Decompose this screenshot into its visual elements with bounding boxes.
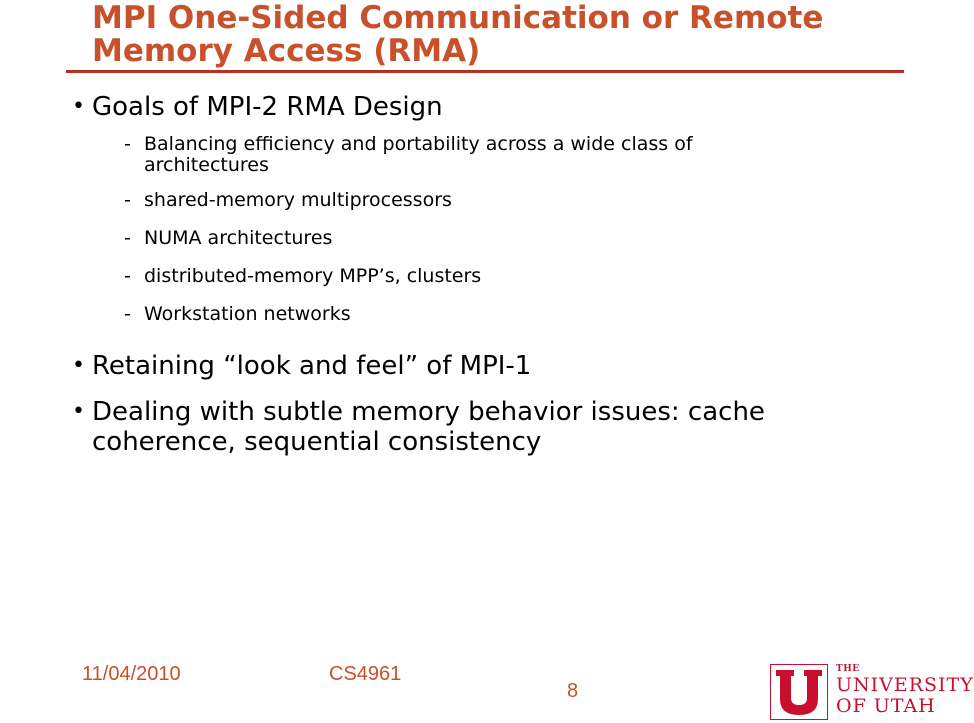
subitem-numa — [124, 228, 932, 249]
subitem-shared-memory-text: shared-memory multiprocessors — [144, 189, 452, 211]
slide-content — [72, 92, 932, 457]
footer-date: 11/04/2010 — [82, 663, 181, 685]
footer-course: CS4961 — [329, 663, 402, 685]
bullet-look-and-feel — [72, 351, 932, 381]
logo-the: THE — [836, 664, 860, 674]
subitem-distributed-text: distributed-memory MPP’s, clusters — [144, 265, 482, 287]
bullet-dot-icon: • — [72, 94, 85, 119]
bullet-dot-icon: • — [72, 399, 85, 424]
slide-title-line-2: Memory Access (RMA) — [92, 33, 481, 69]
bullet-memory-behavior-line-2: coherence, sequential consistency — [92, 427, 542, 457]
bullet-goals-text: Goals of MPI-2 RMA Design — [92, 92, 443, 122]
slide-title — [92, 2, 932, 68]
logo-u-mark-icon — [770, 664, 828, 720]
dash-icon: - — [124, 189, 131, 211]
subitem-numa-text: NUMA architectures — [144, 227, 333, 249]
title-underline — [66, 70, 904, 73]
subitem-shared-memory — [124, 190, 932, 211]
dash-icon: - — [124, 227, 131, 249]
bullet-memory-behavior-line-1: Dealing with subtle memory behavior issues: cache — [92, 397, 765, 427]
logo-university: UNIVERSITY — [836, 674, 974, 696]
subitem-distributed — [124, 266, 932, 287]
subitem-workstation — [124, 304, 932, 325]
dash-icon: - — [124, 133, 131, 155]
logo-of-utah: OF UTAH — [836, 695, 936, 717]
bullet-goals — [72, 92, 932, 122]
subitem-workstation-text: Workstation networks — [144, 303, 351, 325]
bullet-memory-behavior — [72, 397, 932, 457]
university-of-utah-logo — [770, 664, 974, 720]
bullet-look-and-feel-text: Retaining “look and feel” of MPI-1 — [92, 351, 532, 381]
subitem-balancing-line-1: Balancing efficiency and portability across a wide class of — [144, 133, 693, 155]
subitem-balancing — [124, 134, 932, 176]
dash-icon: - — [124, 265, 131, 287]
dash-icon: - — [124, 303, 131, 325]
page-number: 8 — [567, 680, 579, 702]
logo-wordmark — [836, 664, 974, 717]
slide-title-line-1: MPI One-Sided Communication or Remote — [92, 0, 824, 36]
subitem-balancing-line-2: architectures — [144, 154, 269, 176]
bullet-dot-icon: • — [72, 353, 85, 378]
